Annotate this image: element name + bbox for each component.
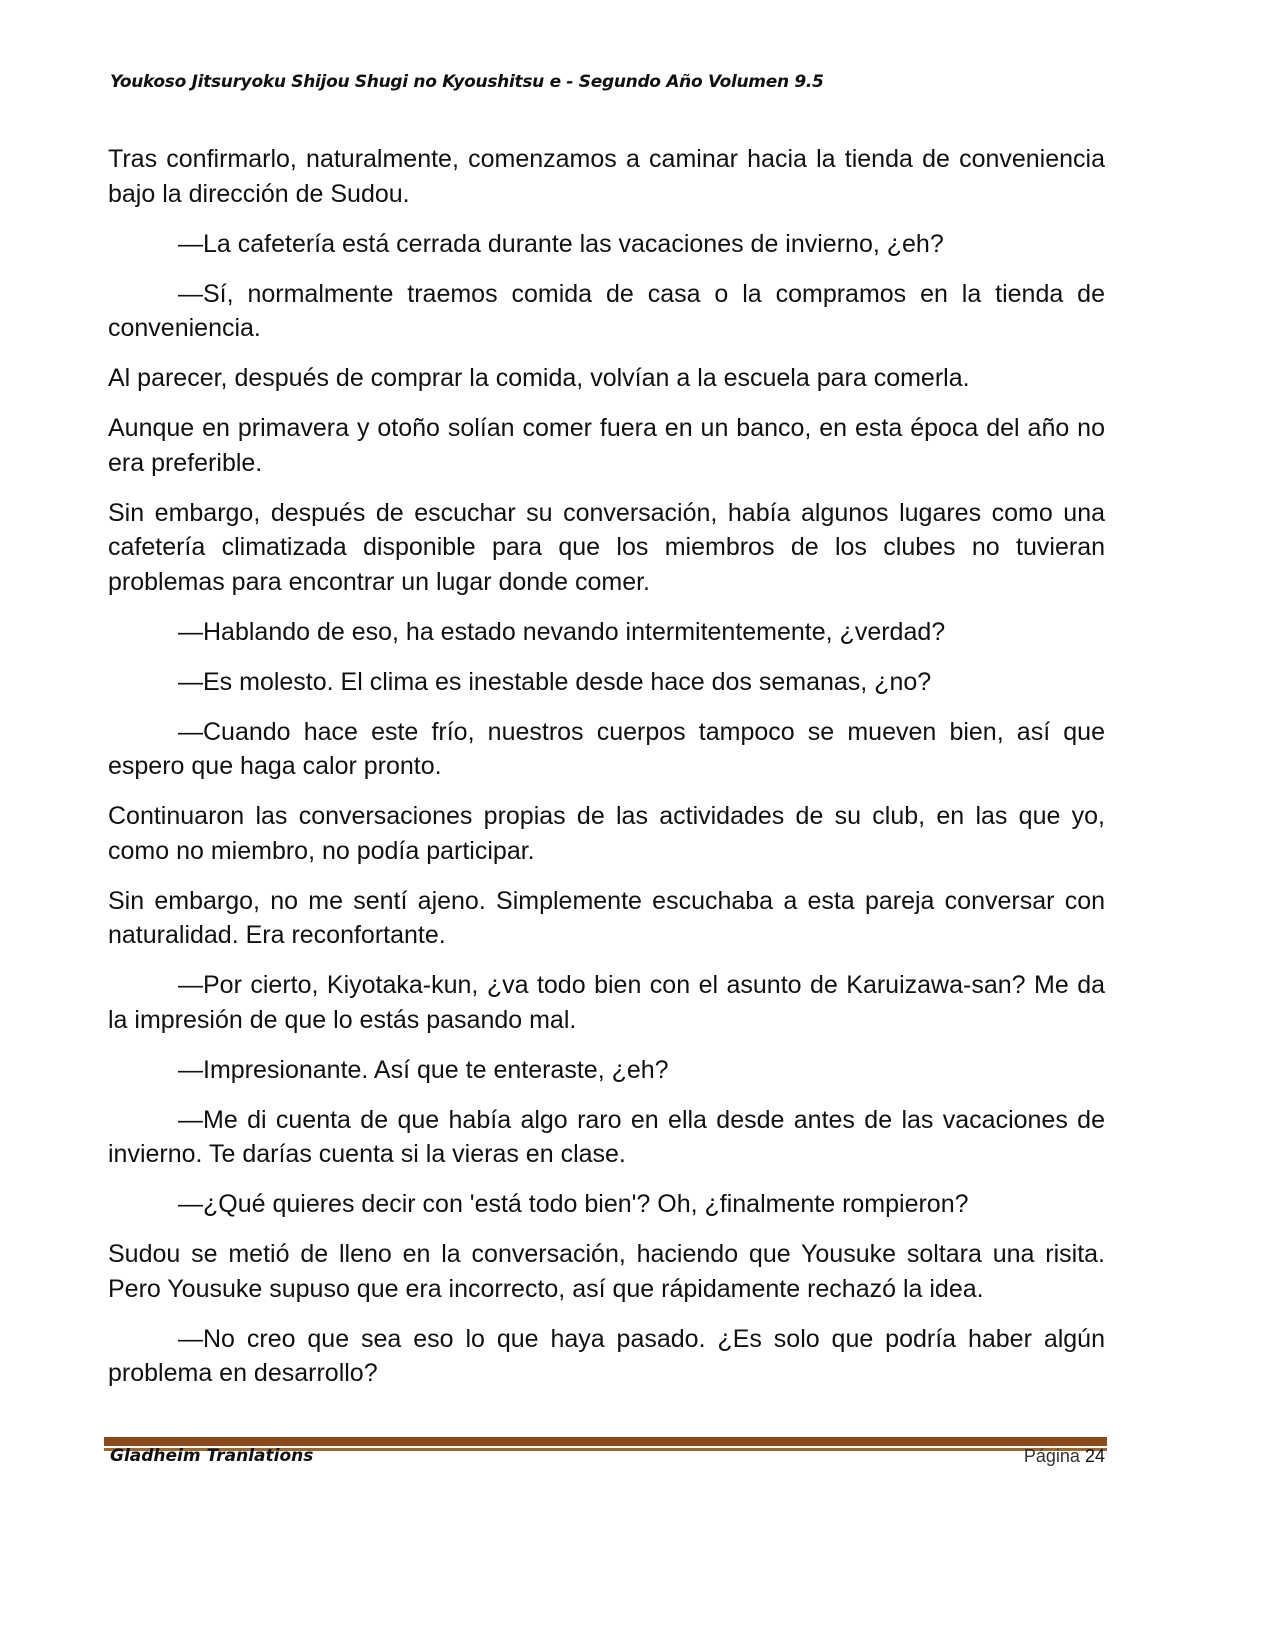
dialogue-paragraph: —¿Qué quieres decir con 'está todo bien'? Oh, ¿finalmente rompieron? <box>178 1190 969 1218</box>
dialogue-paragraph: —Hablando de eso, ha estado nevando intermitentemente, ¿verdad? <box>178 617 946 646</box>
dialogue-paragraph: —Es molesto. El clima es inestable desde hace dos semanas, ¿no? <box>178 667 932 696</box>
dialogue-paragraph: —Cuando hace este frío, nuestros cuerpos tampoco se mueven bien, así que espero que haga calor pronto. <box>108 717 1105 780</box>
dialogue-paragraph: —Impresionante. Así que te enteraste, ¿eh? <box>178 1055 669 1084</box>
narration-paragraph: Continuaron las conversaciones propias de las actividades de su club, en las que yo, como no miembro, no podía participar. <box>108 802 1105 865</box>
running-header: Youkoso Jitsuryoku Shijou Shugi no Kyoushitsu e - Segundo Año Volumen 9.5 <box>110 72 824 92</box>
narration-paragraph: Sin embargo, después de escuchar su conversación, había algunos lugares como una cafetería climatizada disponible para que los miembros de los clubes no tuvieran problemas para encontrar un lugar donde comer. <box>108 498 1105 596</box>
narration-paragraph: Tras confirmarlo, naturalmente, comenzamos a caminar hacia la tienda de conveniencia bajo la dirección de Sudou. <box>108 145 1105 208</box>
dialogue-paragraph: —No creo que sea eso lo que haya pasado. ¿Es solo que podría haber algún problema en desarrollo? <box>108 1324 1105 1387</box>
dialogue-paragraph: —Por cierto, Kiyotaka-kun, ¿va todo bien con el asunto de Karuizawa-san? Me da la impresión de que lo estás pasando mal. <box>108 971 1105 1034</box>
page-body <box>108 142 1105 1406</box>
footer-publisher: Gladheim Tranlations <box>110 1446 314 1466</box>
narration-paragraph: Aunque en primavera y otoño solían comer fuera en un banco, en esta época del año no era preferible. <box>108 414 1105 477</box>
narration-paragraph: Al parecer, después de comprar la comida, volvían a la escuela para comerla. <box>108 364 970 392</box>
narration-paragraph: Sin embargo, no me sentí ajeno. Simplemente escuchaba a esta pareja conversar con naturalidad. Era reconfortante. <box>108 886 1105 949</box>
page-number-value: 24 <box>1084 1446 1105 1466</box>
narration-paragraph: Sudou se metió de lleno en la conversación, haciendo que Yousuke soltara una risita. Pero Yousuke supuso que era incorrecto, así que rápidamente rechazó la idea. <box>108 1240 1105 1303</box>
dialogue-paragraph: —La cafetería está cerrada durante las vacaciones de invierno, ¿eh? <box>178 229 944 258</box>
dialogue-paragraph: —Sí, normalmente traemos comida de casa o la compramos en la tienda de conveniencia. <box>108 279 1105 342</box>
dialogue-paragraph: —Me di cuenta de que había algo raro en ella desde antes de las vacaciones de invierno. Te darías cuenta si la vieras en clase. <box>108 1105 1105 1168</box>
page-label: Página <box>1023 1446 1080 1466</box>
page-number <box>1024 1446 1105 1467</box>
